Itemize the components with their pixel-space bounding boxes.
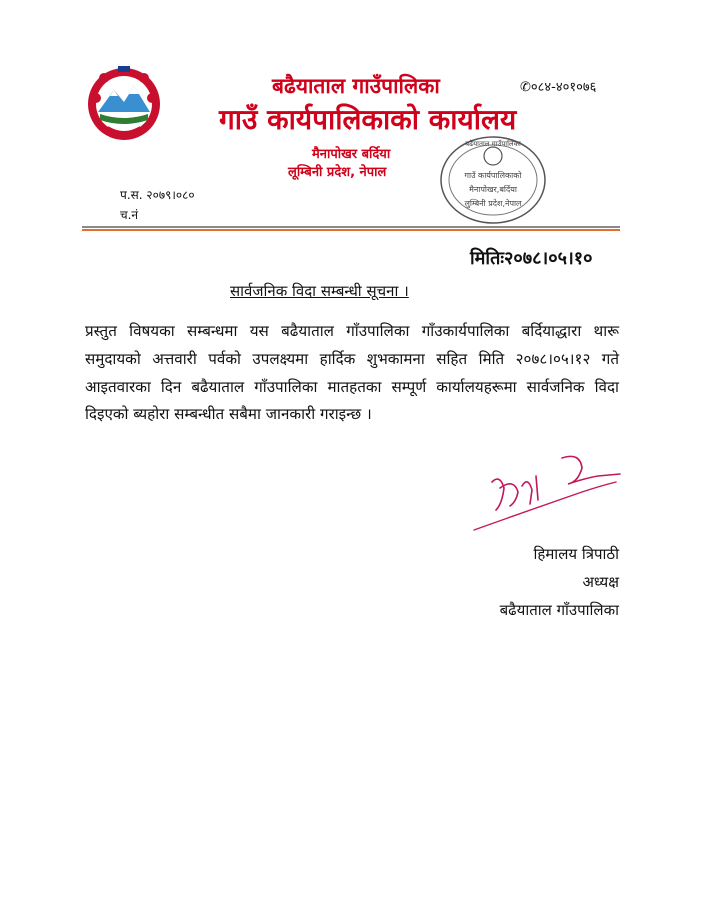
signature-icon <box>470 448 640 542</box>
notice-subject: सार्वजनिक विदा सम्बन्धी सूचना । <box>230 282 409 300</box>
office-location: मैनापोखर बर्दिया <box>312 147 391 162</box>
header-divider-accent <box>82 229 620 231</box>
notice-body: प्रस्तुत विषयका सम्बन्धमा यस बढैयाताल गाँउपालिका गाँउकार्यपालिका बर्दियाद्धारा थारू समुदायको अत्तवारी पर्वको उपलक्ष्यमा हार्दिक शुभकामना सहित मिति २०७८।०५।१२ गते आइतवारका दिन बढैयाताल गाँउपालिका मातहतका सम्पूर्ण कार्यालयहरूमा सार्वजनिक विदा दिइएको ब्यहोरा सम्बन्धीत सबैमा जानकारी गराइन्छ । <box>85 322 619 424</box>
stamp-text-middle: गाउँ कार्यपालिकाको <box>464 171 522 180</box>
office-stamp <box>438 134 548 230</box>
reference-number: प.स. २०७९।०८० <box>120 188 195 202</box>
stamp-text-bottom: मैनापोखर,बर्दिया <box>469 185 517 194</box>
stamp-text-top: बढैयाताल गाउँपालिका <box>465 140 521 148</box>
signatory-name: हिमालय त्रिपाठी <box>533 545 619 563</box>
office-province: लूम्बिनी प्रदेश, नेपाल <box>288 165 387 180</box>
stamp-text-province: लुम्बिनी प्रदेश,नेपाल <box>464 199 522 208</box>
signatory-post: अध्यक्ष <box>582 573 619 591</box>
stamp-emblem-icon <box>484 147 502 165</box>
notice-date: मितिः२०७८।०५।१० <box>470 248 593 269</box>
office-name: गाउँ कार्यपालिकाको कार्यालय <box>219 103 517 136</box>
phone-number: ✆०८४-४०१०७६ <box>520 80 597 95</box>
signatory-office: बढैयाताल गाँउपालिका <box>499 601 619 619</box>
municipality-name: बढैयाताल गाउँपालिका <box>272 74 440 98</box>
dispatch-number: च.नं <box>120 208 139 222</box>
nepal-emblem-icon <box>84 62 164 148</box>
header-divider <box>82 226 620 228</box>
